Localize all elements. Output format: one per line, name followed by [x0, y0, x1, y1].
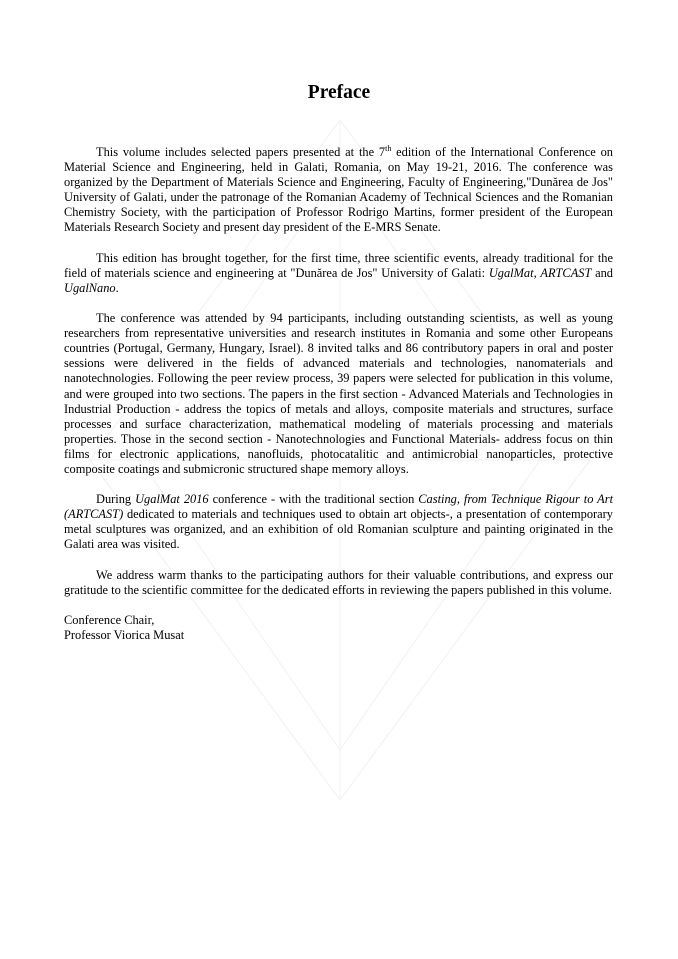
paragraph-1 — [64, 145, 613, 236]
event-name-artcast: ARTCAST — [540, 265, 592, 280]
paragraph-5: We address warm thanks to the participating authors for their valuable contributions, and express our gratitude to the scientific committee for the dedicated efforts in reviewing the papers published in this volume. — [64, 567, 613, 597]
paragraph-3: The conference was attended by 94 participants, including outstanding scientists, as well as young researchers from representative universities and research institutes in Romania and some other Europeans countries (Portugal, Germany, Hungary, Israel). 8 invited talks and 86 contributory papers in oral and poster sessions were delivered in the fields of advanced materials and technologies, nanomaterials and nanotechnologies. Following the peer review process, 39 papers were selected for publication in this volume, and were grouped into two sections. The papers in the first section - Advanced Materials and Technologies in Industrial Production - address the topics of metals and alloys, composite materials and structures, surface processes and surface characterization, mathematical modeling of materials processing and materials properties. Those in the second section - Nanotechnologies and Functional Materials- address focus on thin films for electronic applications, nanofluids, photocatalitic and antimicrobial nanoparticles, protective composite coatings and submicronic structured shape memory alloys. — [64, 311, 613, 476]
separator: and — [591, 265, 613, 280]
event-name-ugalnano: UgalNano — [64, 280, 116, 295]
paragraph-4 — [64, 492, 613, 552]
paragraph-4-text-a: During — [96, 492, 136, 507]
event-name-ugalmat-2016: UgalMat 2016 — [135, 492, 209, 507]
signature-role: Conference Chair, — [64, 612, 155, 627]
signature-name: Professor Viorica Musat — [64, 628, 185, 642]
paragraph-2 — [64, 251, 613, 296]
preface-body — [64, 145, 613, 658]
signature-block — [64, 613, 613, 643]
separator: . — [115, 280, 119, 295]
section-name-artcast: Casting, from Technique Rigour to Art (ARTCAST) — [64, 492, 614, 522]
ordinal-suffix: th — [385, 143, 392, 153]
paragraph-2-text-a: This edition has brought together, for the first time, three scientific events, already traditional for the field of materials science and engineering at "Dunărea de Jos" University of Galati: — [64, 250, 613, 280]
event-name-ugalmat: UgalMat — [488, 265, 534, 280]
page-title: Preface — [307, 82, 371, 103]
separator: , — [533, 265, 541, 280]
paragraph-1-text-a: This volume includes selected papers presented at the 7 — [96, 145, 386, 159]
paragraph-4-text-b: conference - with the traditional section — [208, 492, 419, 507]
paragraph-4-text-c: dedicated to materials and techniques used to obtain art objects-, a presentation of contemporary metal sculptures was organized, and an exhibition of old Romanian sculpture and painting originated in the Galati area was visited. — [64, 507, 613, 552]
paragraph-1-text-b: edition of the International Conference on Material Science and Engineering, held in Galati, Romania, on May 19-21, 2016. The conference was organized by the Department of Materials Science and Engineering, Faculty of Engineering,"Dunărea de Jos" University of Galati, under the patronage of the Romanian Academy of Technical Sciences and the Romanian Chemistry Society, with the participation of Professor Rodrigo Martins, former president of the European Materials Research Society and present day president of the E-MRS Senate. — [64, 145, 613, 235]
